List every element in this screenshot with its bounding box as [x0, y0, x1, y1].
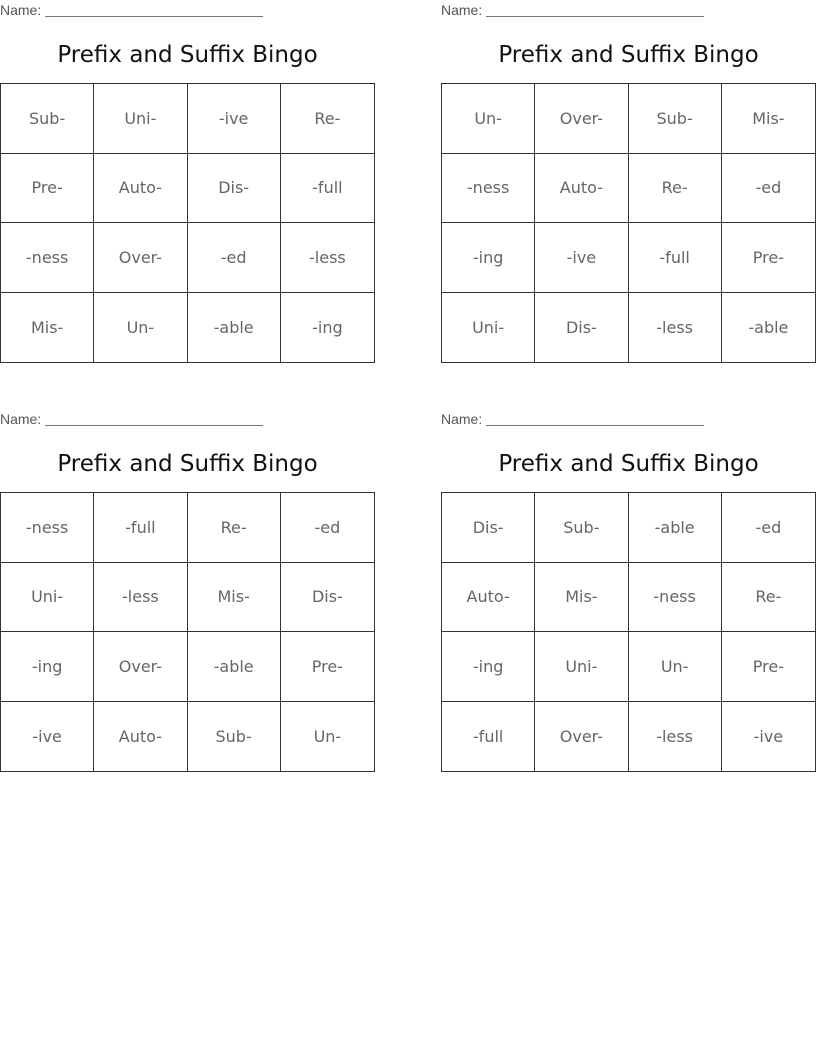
bingo-cell: Re-: [188, 493, 281, 563]
name-field: [0, 2, 263, 20]
bingo-cell: -less: [94, 563, 187, 633]
bingo-cell: Re-: [281, 84, 374, 154]
bingo-cell: Pre-: [1, 154, 94, 224]
bingo-cell: Pre-: [281, 632, 374, 702]
bingo-cell: -ing: [312, 317, 343, 337]
bingo-cell: -ness: [442, 154, 535, 224]
card-title: Prefix and Suffix Bingo: [498, 451, 759, 477]
bingo-card: [441, 0, 816, 370]
bingo-cell: Mis-: [1, 293, 94, 363]
bingo-cell: -less: [629, 702, 722, 772]
bingo-cell: Un-: [629, 632, 722, 702]
bingo-cell: -able: [188, 632, 281, 702]
bingo-cell: -full: [442, 702, 535, 772]
bingo-cell: Dis-: [188, 154, 281, 224]
bingo-cell: Mis-: [188, 563, 281, 633]
bingo-card: [0, 409, 375, 779]
bingo-cell: Dis-: [442, 493, 535, 563]
bingo-cell: Uni-: [94, 84, 187, 154]
bingo-cell: -ing: [442, 632, 535, 702]
bingo-cell: Pre-: [722, 632, 815, 702]
name-blank-line: [486, 411, 704, 426]
bingo-cell: -ive: [753, 726, 784, 746]
name-blank-line: [486, 2, 704, 17]
bingo-cell: Auto-: [442, 563, 535, 633]
bingo-cell: -full: [94, 493, 187, 563]
name-blank-line: [45, 411, 263, 426]
bingo-cell: Mis-: [722, 84, 815, 154]
bingo-cell: Mis-: [535, 563, 628, 633]
bingo-cell: Sub-: [1, 84, 94, 154]
bingo-cell: Sub-: [535, 493, 628, 563]
bingo-cell: -able: [188, 293, 281, 363]
name-label: Name:: [441, 2, 483, 18]
name-label: Name:: [441, 411, 483, 427]
bingo-cell: Over-: [535, 702, 628, 772]
bingo-cell: -ed: [188, 223, 281, 293]
bingo-card: [441, 409, 816, 779]
bingo-cell: -ed: [281, 493, 374, 563]
bingo-grid: [0, 492, 375, 772]
bingo-cell: -ive: [188, 84, 281, 154]
bingo-cell: Sub-: [629, 84, 722, 154]
bingo-cell: Over-: [94, 632, 187, 702]
name-blank-line: [45, 2, 263, 17]
bingo-cell: -ed: [722, 493, 815, 563]
name-field: [441, 411, 704, 429]
card-title: Prefix and Suffix Bingo: [57, 451, 318, 477]
bingo-cell: Uni-: [1, 563, 94, 633]
bingo-cell: -ive: [535, 223, 628, 293]
bingo-cell: Un-: [94, 293, 187, 363]
bingo-cell: Auto-: [94, 154, 187, 224]
bingo-cell: -less: [629, 293, 722, 363]
bingo-cell: -ness: [629, 563, 722, 633]
bingo-cell: Over-: [535, 84, 628, 154]
bingo-cell: Un-: [313, 726, 342, 746]
bingo-cell: -less: [281, 223, 374, 293]
card-title: Prefix and Suffix Bingo: [498, 42, 759, 68]
bingo-cell: Re-: [629, 154, 722, 224]
bingo-cell: Auto-: [94, 702, 187, 772]
bingo-cell: -ness: [1, 493, 94, 563]
bingo-cell: Auto-: [535, 154, 628, 224]
bingo-card: [0, 0, 375, 370]
name-label: Name:: [0, 2, 42, 18]
card-title: Prefix and Suffix Bingo: [57, 42, 318, 68]
bingo-cell: Uni-: [535, 632, 628, 702]
bingo-cell: Un-: [442, 84, 535, 154]
bingo-cell: -ed: [722, 154, 815, 224]
bingo-grid: [0, 83, 375, 363]
bingo-grid: [441, 83, 816, 363]
bingo-cell: -able: [629, 493, 722, 563]
bingo-cell: -full: [629, 223, 722, 293]
bingo-cell: Uni-: [442, 293, 535, 363]
bingo-cell: -ness: [1, 223, 94, 293]
bingo-cell: -ive: [1, 702, 94, 772]
bingo-cell: Over-: [94, 223, 187, 293]
bingo-cell: Pre-: [722, 223, 815, 293]
name-label: Name:: [0, 411, 42, 427]
bingo-cell: Sub-: [188, 702, 281, 772]
name-field: [441, 2, 704, 20]
bingo-grid: [441, 492, 816, 772]
bingo-cell: Dis-: [281, 563, 374, 633]
bingo-cell: -able: [748, 317, 789, 337]
bingo-cell: -ing: [1, 632, 94, 702]
bingo-cell: -full: [281, 154, 374, 224]
bingo-cell: -ing: [442, 223, 535, 293]
name-field: [0, 411, 263, 429]
bingo-cell: Re-: [722, 563, 815, 633]
bingo-cell: Dis-: [535, 293, 628, 363]
